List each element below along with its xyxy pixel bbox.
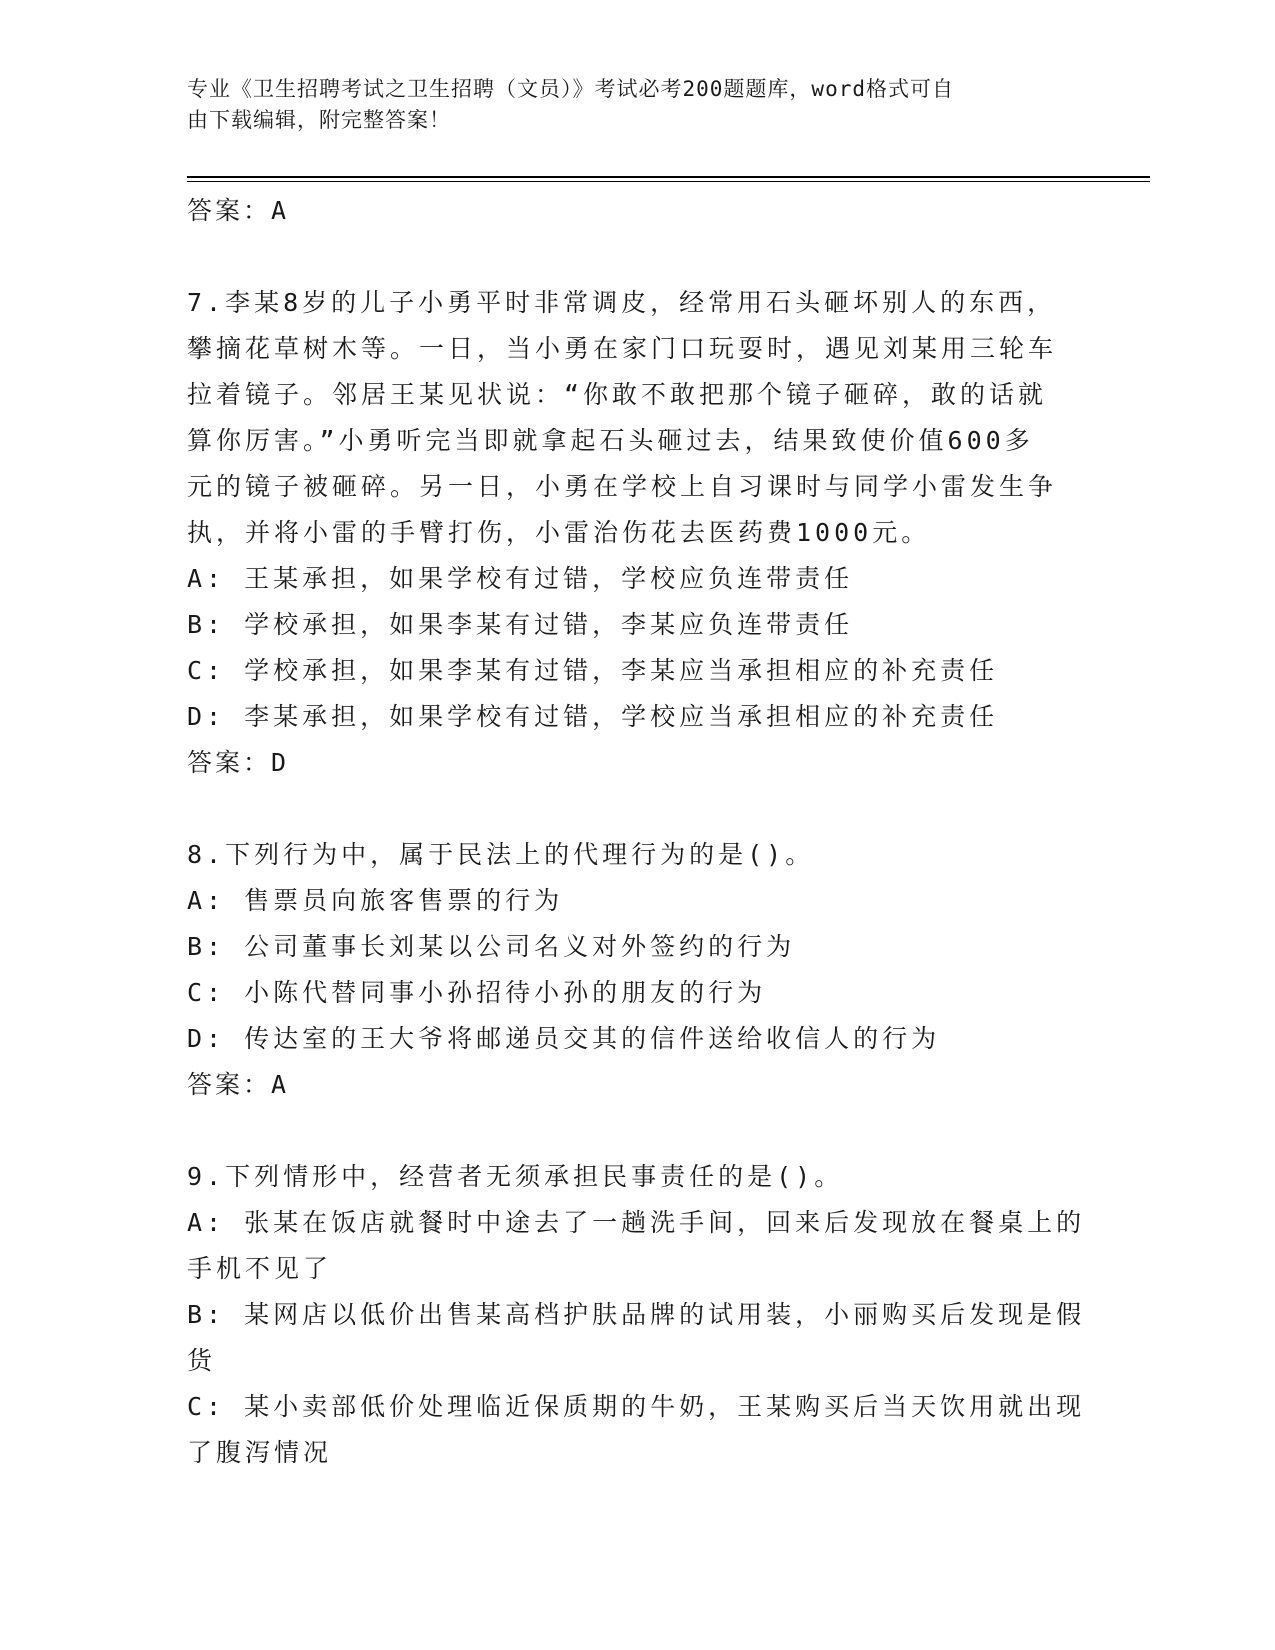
question-text-line: 元的镜子被砸碎。另一日，小勇在学校上自习课时与同学小雷发生争 [187,472,1058,501]
option-c: C: 小陈代替同事小孙招待小孙的朋友的行为 [187,978,767,1007]
question-text-line: 8.下列行为中，属于民法上的代理行为的是()。 [187,840,815,869]
option-a-continued: 手机不见了 [187,1254,333,1283]
header-divider-thin [187,181,1150,182]
document-body [187,188,1087,1476]
spacer [187,1108,1087,1154]
answer-q7: 答案：D [187,748,290,777]
question-text-line: 7.李某8岁的儿子小勇平时非常调皮，经常用石头砸坏别人的东西， [187,288,1057,317]
option-c-continued: 了腹泻情况 [187,1438,333,1467]
header-divider-thick [187,176,1150,178]
option-b: B: 学校承担，如果李某有过错，李某应负连带责任 [187,610,854,639]
option-d: D: 李某承担，如果学校有过错，学校应当承担相应的补充责任 [187,702,999,731]
option-b: B: 公司董事长刘某以公司名义对外签约的行为 [187,932,796,961]
option-a: A: 王某承担，如果学校有过错，学校应负连带责任 [187,564,854,593]
question-9 [187,1154,1087,1476]
header-line-2: 由下载编辑，附完整答案！ [187,108,451,132]
question-text-line: 攀摘花草树木等。一日，当小勇在家门口玩耍时，遇见刘某用三轮车 [187,334,1058,363]
spacer [187,234,1087,280]
option-a: A: 售票员向旅客售票的行为 [187,886,564,915]
option-a: A: 张某在饭店就餐时中途去了一趟洗手间，回来后发现放在餐桌上的 [187,1208,1086,1237]
question-8 [187,832,1087,1108]
answer-q8: 答案：A [187,1070,290,1099]
document-header [187,74,1087,136]
question-text-line: 9.下列情形中，经营者无须承担民事责任的是()。 [187,1162,844,1191]
answer-previous: 答案：A [187,196,290,225]
question-text-line: 执，并将小雷的手臂打伤，小雷治伤花去医药费1000元。 [187,518,931,547]
option-c: C: 学校承担，如果李某有过错，李某应当承担相应的补充责任 [187,656,999,685]
option-b: B: 某网店以低价出售某高档护肤品牌的试用装，小丽购买后发现是假 [187,1300,1086,1329]
spacer [187,786,1087,832]
option-d: D: 传达室的王大爷将邮递员交其的信件送给收信人的行为 [187,1024,941,1053]
question-text-line: 算你厉害。”小勇听完当即就拿起石头砸过去，结果致使价值600多 [187,426,1034,455]
header-line-1: 专业《卫生招聘考试之卫生招聘（文员）》考试必考200题题库，word格式可自 [187,77,954,101]
question-text-line: 拉着镜子。邻居王某见状说：“你敢不敢把那个镜子砸碎，敢的话就 [187,380,1048,409]
option-b-continued: 货 [187,1346,217,1375]
option-c: C: 某小卖部低价处理临近保质期的牛奶，王某购买后当天饮用就出现 [187,1392,1086,1421]
question-7 [187,280,1087,786]
